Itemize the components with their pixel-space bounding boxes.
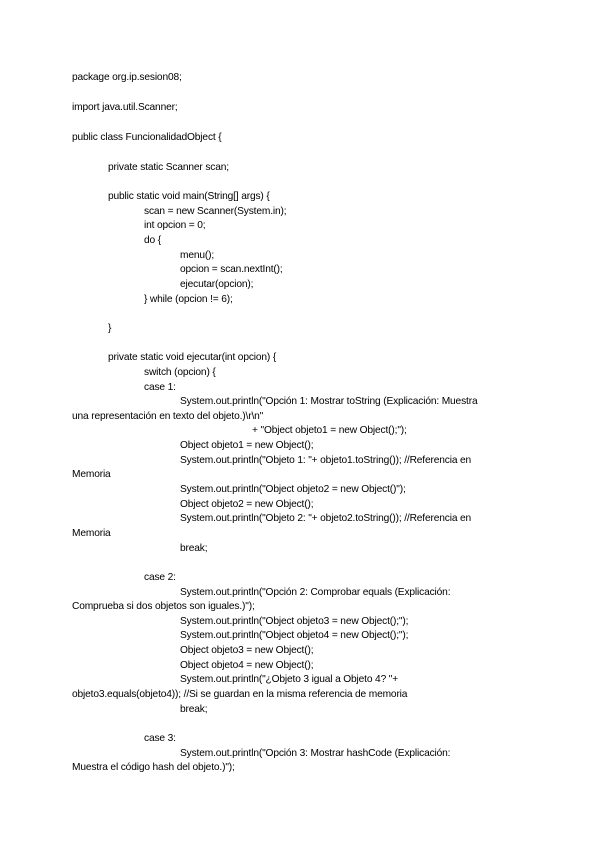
code-line: int opcion = 0; xyxy=(144,220,206,231)
code-line: System.out.println("Opción 1: Mostrar toString (Explicación: Muestra xyxy=(180,396,478,407)
code-line: System.out.println("Object objeto2 = new Object()"); xyxy=(180,484,406,495)
code-line: private static void ejecutar(int opcion) { xyxy=(108,352,277,363)
code-line: una representación en texto del objeto.)\r\n" xyxy=(72,411,264,422)
code-line: menu(); xyxy=(180,250,215,261)
code-line: private static Scanner scan; xyxy=(108,162,229,173)
code-line: Object objeto1 = new Object(); xyxy=(180,440,314,451)
code-line: } xyxy=(108,323,112,334)
code-line: case 3: xyxy=(144,733,176,744)
code-line: Object objeto4 = new Object(); xyxy=(180,660,314,671)
code-line: Comprueba si dos objetos son iguales.)"); xyxy=(72,601,255,612)
code-line: ejecutar(opcion); xyxy=(180,279,254,290)
code-line: Muestra el código hash del objeto.)"); xyxy=(72,762,235,773)
code-line: System.out.println("Opción 3: Mostrar hashCode (Explicación: xyxy=(180,748,451,759)
code-line: switch (opcion) { xyxy=(144,367,216,378)
code-line: System.out.println("Object objeto4 = new Object();"); xyxy=(180,630,409,641)
code-line: + "Object objeto1 = new Object();"); xyxy=(252,425,407,436)
code-line: do { xyxy=(144,235,161,246)
code-line: public static void main(String[] args) { xyxy=(108,191,270,202)
code-line: case 2: xyxy=(144,572,176,583)
code-line: } while (opcion != 6); xyxy=(144,294,233,305)
code-line: System.out.println("Object objeto3 = new Object();"); xyxy=(180,616,409,627)
code-line: objeto3.equals(objeto4)); //Si se guardan en la misma referencia de memoria xyxy=(72,689,408,700)
code-line: Memoria xyxy=(72,469,111,480)
code-line: Object objeto2 = new Object(); xyxy=(180,499,314,510)
code-line: opcion = scan.nextInt(); xyxy=(180,264,283,275)
code-line: scan = new Scanner(System.in); xyxy=(144,206,287,217)
code-line: import java.util.Scanner; xyxy=(72,102,178,113)
code-line: Memoria xyxy=(72,528,111,539)
code-line: package org.ip.sesion08; xyxy=(72,72,182,83)
code-line: break; xyxy=(180,543,208,554)
code-line: System.out.println("Objeto 2: "+ objeto2.toString()); //Referencia en xyxy=(180,513,472,524)
code-line: case 1: xyxy=(144,382,176,393)
code-line: System.out.println("¿Objeto 3 igual a Objeto 4? "+ xyxy=(180,674,399,685)
code-line: Object objeto3 = new Object(); xyxy=(180,645,314,656)
code-line: break; xyxy=(180,704,208,715)
code-line: System.out.println("Objeto 1: "+ objeto1.toString()); //Referencia en xyxy=(180,455,472,466)
code-line: public class FuncionalidadObject { xyxy=(72,132,222,143)
code-line: System.out.println("Opción 2: Comprobar equals (Explicación: xyxy=(180,587,451,598)
